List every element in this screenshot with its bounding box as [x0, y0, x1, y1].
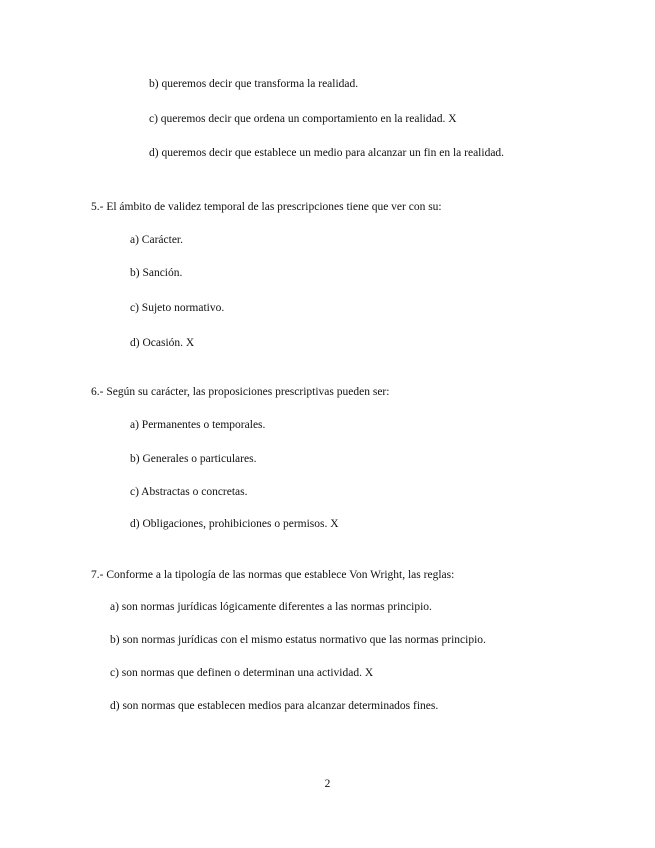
prev-question-option-d: d) queremos decir que establece un medio para alcanzar un fin en la realidad. [149, 147, 505, 159]
question-7-option-a: a) son normas jurídicas lógicamente diferentes a las normas principio. [110, 601, 432, 613]
question-6-option-b: b) Generales o particulares. [130, 453, 257, 465]
question-5-text: 5.- El ámbito de validez temporal de las prescripciones tiene que ver con su: [91, 201, 442, 213]
question-6-option-c: c) Abstractas o concretas. [130, 486, 248, 498]
question-5-option-b: b) Sanción. [130, 267, 183, 279]
question-7-option-d: d) son normas que establecen medios para alcanzar determinados fines. [110, 700, 439, 712]
question-6-text: 6.- Según su carácter, las proposiciones prescriptivas pueden ser: [91, 386, 390, 398]
question-5-option-a: a) Carácter. [130, 234, 183, 246]
page-number: 2 [324, 778, 331, 790]
question-7-text: 7.- Conforme a la tipología de las normas que establece Von Wright, las reglas: [91, 569, 455, 581]
question-7-option-c: c) son normas que definen o determinan una actividad. X [110, 667, 374, 679]
question-6-option-d: d) Obligaciones, prohibiciones o permisos. X [130, 518, 339, 530]
question-5-option-c: c) Sujeto normativo. [130, 302, 225, 314]
question-5-option-d: d) Ocasión. X [130, 337, 195, 349]
prev-question-option-c: c) queremos decir que ordena un comportamiento en la realidad. X [149, 113, 457, 125]
question-6-option-a: a) Permanentes o temporales. [130, 419, 266, 431]
prev-question-option-b: b) queremos decir que transforma la realidad. [149, 78, 359, 90]
question-7-option-b: b) son normas jurídicas con el mismo estatus normativo que las normas principio. [110, 634, 486, 646]
